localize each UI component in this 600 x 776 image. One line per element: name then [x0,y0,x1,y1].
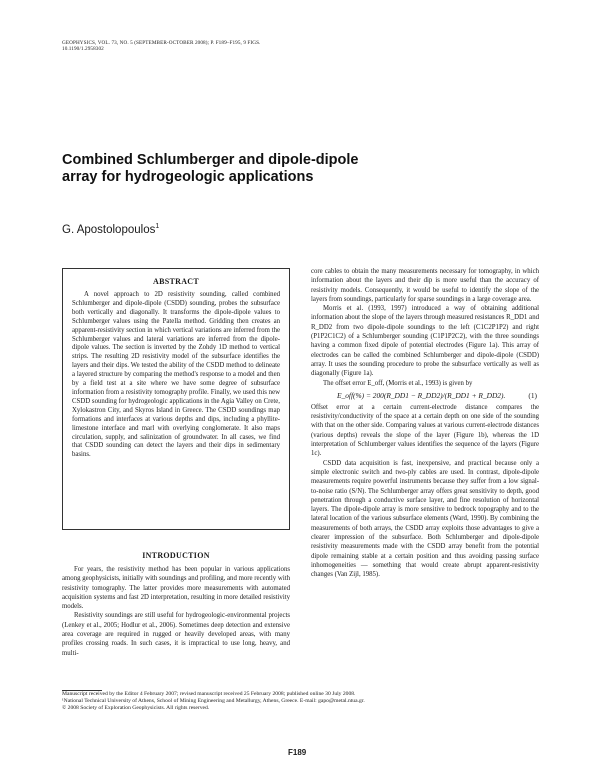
title-line-2: array for hydrogeologic applications [62,169,314,185]
equation-body: E_off(%) = 200(R_DD1 − R_DD2)/(R_DD1 + R_DD2). [337,390,506,400]
title-line-1: Combined Schlumberger and dipole-dipole [62,152,359,168]
paper-title [62,152,482,186]
right-paragraph-4: Offset error at a certain current-electrode distance compares the resistivity/conductivity of the space at a certain depth on one side of the sounding with that on the other side. Comparing values at various current-electrode distances (various depths) reveals the slope of the layer (Figure 1b), whereas the 1D interpretation of Schlumberger values identifies the sequence of the layers (Figure 1c). [311,403,539,458]
introduction-body [62,565,290,658]
abstract-box [62,268,290,530]
right-paragraph-2: Morris et al. (1993, 1997) introduced a way of obtaining additional information about the slope of the layers through measured resistances R_DD1 and R_DD2 from two dipole-dipole soundings to the left (C1C2P1P2) and right (P1P2C1C2) of a Schlumberger sounding (C1P1P2C2), with the three soundings having a common fixed dipole of potential electrodes (Figure 1a). This array of electrodes can be called the combined Schlumberger and dipole-dipole (CSDD) array. It uses the sounding procedure to probe the subsurface vertically as well as diagonally (Figure 1a). [311,305,539,378]
footnote-received: Manuscript received by the Editor 4 February 2007; revised manuscript received 25 February 2008; published online 30 July 2008. [62,691,356,697]
footnotes [62,691,542,712]
right-paragraph-1: core cables to obtain the many measurements necessary for tomography, in which information about the layers and their dip is more useful than the accuracy of resistivity models. Consequently, it would be useful to identify the slope of the layers from soundings, particularly for sparse soundings in a large coverage area. [311,268,539,303]
journal-header [62,40,362,53]
author-name: G. Apostolopoulos [62,223,156,236]
footnote-copyright: © 2008 Society of Exploration Geophysicists. All rights reserved. [62,705,210,711]
equation-number: (1) [528,390,537,400]
abstract-text: A novel approach to 2D resistivity sounding, called combined Schlumberger and dipole-dipole (CSDD) sounding, probes the subsurface both vertically and diagonally. It transforms the dipole-dipole values to Schlumberger values using the Patella method. Gridding then creates an apparent-resistivity section in which vertical variations are inferred from the Schlumberger values and lateral variations are inferred from the dipole-dipole values. The section is inverted by the Zohdy 1D method to vertical strips. The resulting 2D resistivity model of the subsurface identifies the layers and their dips. We tested the ability of the CSDD method to delineate a layered structure by comparing the method's response to a model and then by a field test at a site where we have some degree of subsurface information from a resistivity tomography profile. Finally, we used this new CSDD sounding for hydrogeologic applications in the Agia Valley on Crete, Xylokastron City, and Skyros Island in Greece. The CSDD soundings map formations and interfaces at various depths and dips, including a phyllite-limestone interface and marl with overlying conglomerate. It also maps circulation, supply, and salinization of groundwater. In all cases, we find that CSDD sounding can detect the layers and their dips in sedimentary basins. [72,291,280,459]
abstract-heading: ABSTRACT [153,277,199,286]
page-number: F189 [288,748,307,757]
intro-paragraph-1: For years, the resistivity method has been popular in various applications among geophysicists, initially with soundings and profiling, and more recently with resistivity tomography. The latter provides more measurements with automated acquisition systems and fast 2D interpretation, resulting in more detailed resistivity models. [62,566,290,611]
footnote-affiliation: ¹National Technical University of Athens, School of Mining Engineering and Metallurgy, Athens, Greece. E-mail: gapo@metal.ntua.gr. [62,698,365,704]
introduction-heading: INTRODUCTION [142,551,210,560]
right-column [311,267,539,580]
author [62,223,159,236]
equation-1 [311,390,539,402]
author-affiliation-mark: 1 [155,223,160,230]
journal-citation: GEOPHYSICS, VOL. 73, NO. 5 (SEPTEMBER-OCTOBER 2008); P. F189–F195, 9 FIGS. [62,40,261,46]
right-paragraph-3: The offset error E_off, (Morris et al., 1993) is given by [323,379,473,387]
doi: 10.1190/1.2958302 [62,46,104,53]
intro-paragraph-2: Resistivity soundings are still useful for hydrogeologic-environmental projects (Lenkey et al., 2005; Hodlur et al., 2006). Sometimes deep detection and extensive area coverage are required in rugged or heavily developed areas, with many profiles crossing roads. In such cases, it is impractical to use long, heavy, and multi- [62,612,290,657]
right-paragraph-5: CSDD data acquisition is fast, inexpensive, and practical because only a simple electronic switch and two-ply cables are used. In contrast, dipole-dipole measurements require powerful instruments because they suffer from a low signal-to-noise ratio (S/N). The Schlumberger array offers great sensitivity to depth, good penetration through a conductive surface layer, and fine resolution of horizontal layers. The dipole-dipole array is more sensitive to bedrock topography and to the lateral location of the various subsurface elements (Ward, 1990). By combining the measurements of both arrays, the CSDD array exploits those advantages to give a clearer impression of the subsurface. Both Schlumberger and dipole-dipole resistivity measurements made with the CSDD array benefit from the potential dipole remaining stable at a certain position and thus avoiding passing surface inhomogeneities — something that would create abrupt apparent-resistivity changes (Van Zijl, 1985). [311,459,539,579]
